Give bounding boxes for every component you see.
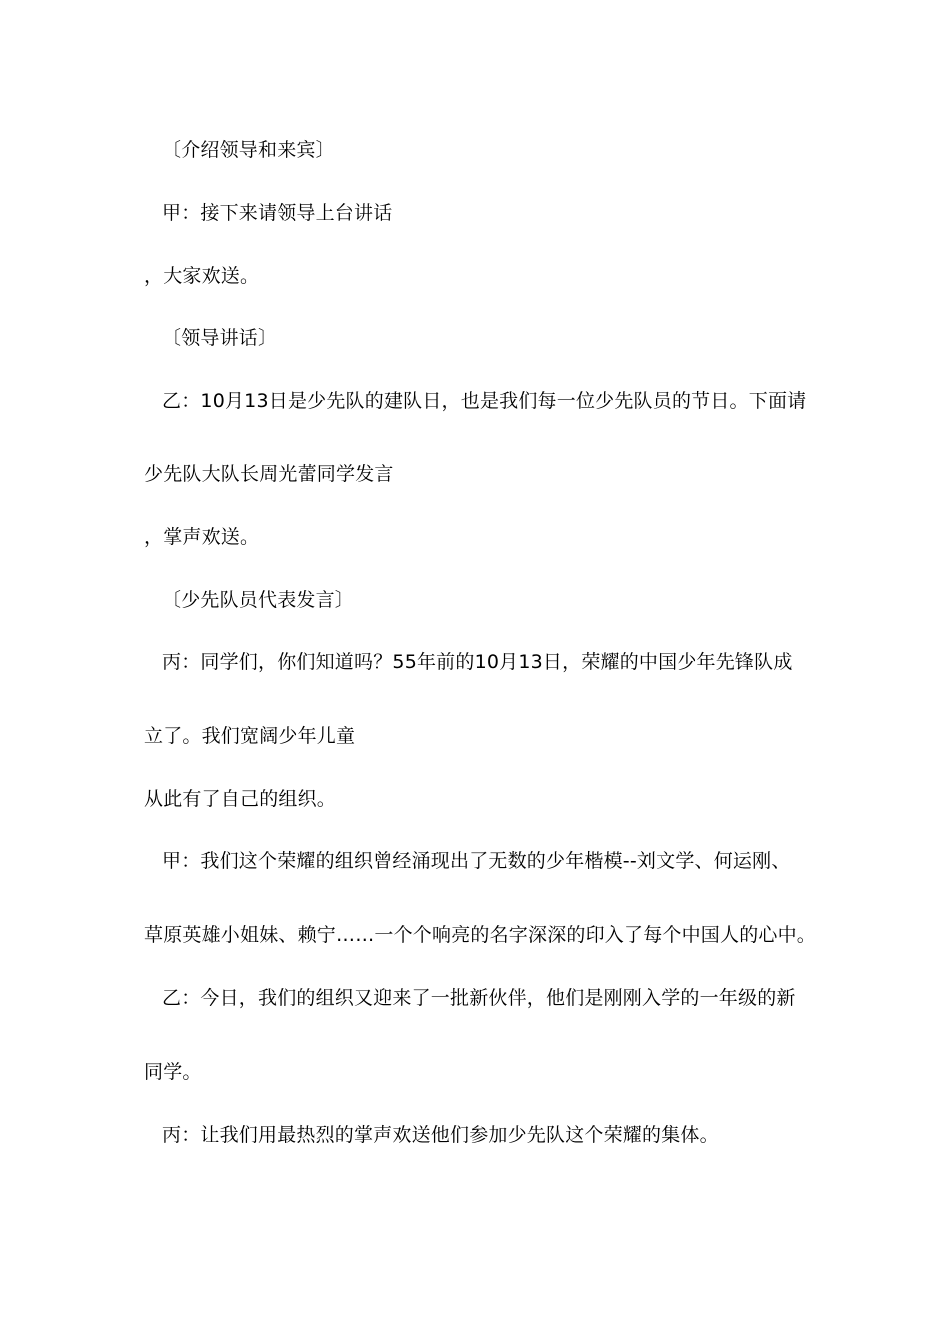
paragraph-line: 丙：同学们，你们知道吗？55年前的10月13日，荣耀的中国少年先锋队成	[162, 651, 793, 673]
paragraph-line: 草原英雄小姐妹、赖宁……一个个响亮的名字深深的印入了每个中国人的心中。	[144, 924, 817, 946]
paragraph-line: 从此有了自己的组织。	[144, 788, 337, 810]
stage-direction-leader-speech: 〔领导讲话〕	[162, 327, 278, 349]
stage-direction-member-speech: 〔少先队员代表发言〕	[162, 589, 355, 611]
paragraph-line: 立了。我们宽阔少年儿童	[144, 725, 356, 747]
paragraph-line: 乙：今日，我们的组织又迎来了一批新伙伴，他们是刚刚入学的一年级的新	[162, 987, 796, 1009]
paragraph-line: 甲：接下来请领导上台讲话	[162, 202, 393, 224]
paragraph-line: ，大家欢送。	[144, 265, 260, 287]
paragraph-line: 同学。	[144, 1061, 202, 1083]
paragraph-line: 少先队大队长周光蕾同学发言	[144, 463, 394, 485]
paragraph-line: 乙：10月13日是少先队的建队日，也是我们每一位少先队员的节日。下面请	[162, 390, 807, 412]
stage-direction-introduce-guests: 〔介绍领导和来宾〕	[162, 139, 335, 161]
paragraph-line: 丙：让我们用最热烈的掌声欢送他们参加少先队这个荣耀的集体。	[162, 1124, 719, 1146]
paragraph-line: ，掌声欢送。	[144, 526, 260, 548]
paragraph-line: 甲：我们这个荣耀的组织曾经涌现出了无数的少年楷模--刘文学、何运刚、	[162, 850, 791, 872]
